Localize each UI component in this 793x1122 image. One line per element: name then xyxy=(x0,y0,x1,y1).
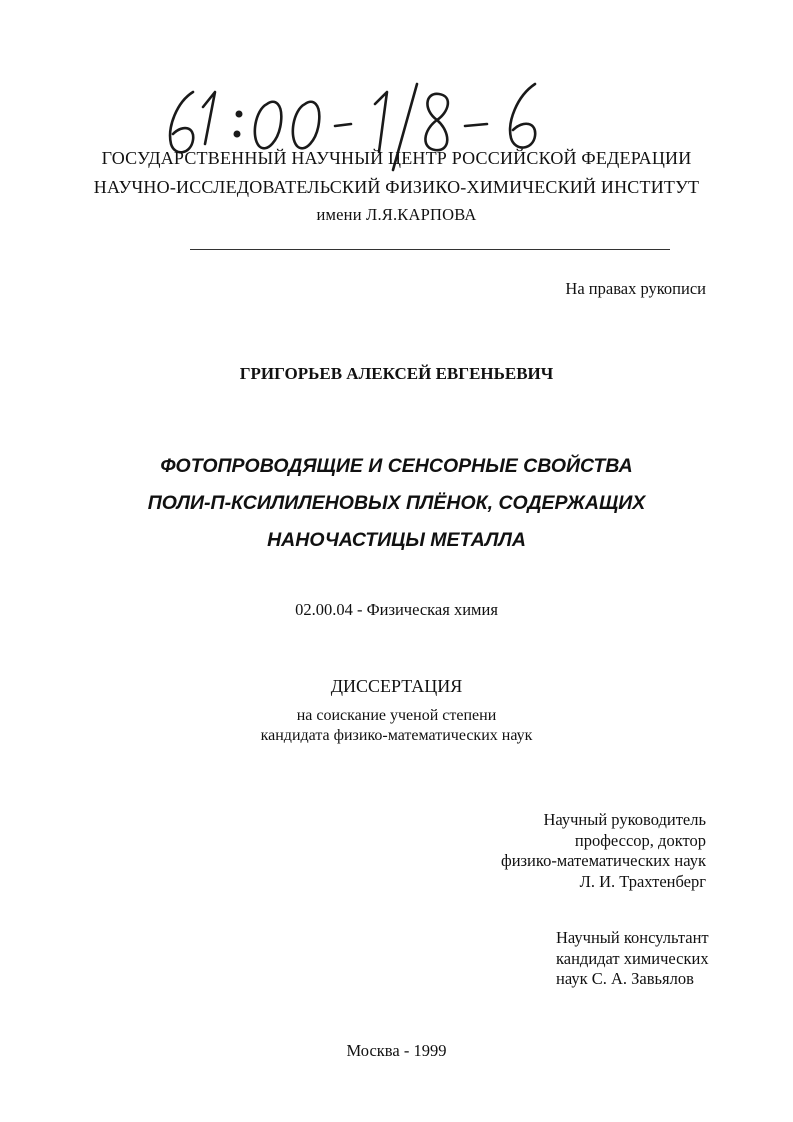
organization-line-3: имени Л.Я.КАРПОВА xyxy=(316,205,477,224)
organization-line-2: НАУЧНО-ИССЛЕДОВАТЕЛЬСКИЙ ФИЗИКО-ХИМИЧЕСКИЙ ИНСТИТУТ xyxy=(93,177,700,197)
place-and-year: Москва - 1999 xyxy=(346,1041,447,1060)
author-name: ГРИГОРЬЕВ АЛЕКСЕЙ ЕВГЕНЬЕВИЧ xyxy=(239,364,554,383)
supervisor-role: Научный руководитель xyxy=(543,810,706,829)
consultant-role: Научный консультант xyxy=(556,928,709,947)
supervisor-block xyxy=(501,810,706,892)
specialty-code: 02.00.04 - Физическая химия xyxy=(295,600,498,619)
title-line-2: ПОЛИ-П-КСИЛИЛЕНОВЫХ ПЛЁНОК, СОДЕРЖАЩИХ xyxy=(147,492,646,514)
supervisor-degree: физико-математических наук xyxy=(501,851,706,870)
supervisor-title: профессор, доктор xyxy=(574,830,706,850)
supervisor-name: Л. И. Трахтенберг xyxy=(579,871,706,891)
consultant-degree: кандидат химических xyxy=(556,948,709,968)
title-line-3: НАНОЧАСТИЦЫ МЕТАЛЛА xyxy=(267,529,526,551)
document-type: ДИССЕРТАЦИЯ xyxy=(330,676,463,696)
header-divider xyxy=(190,249,670,250)
consultant-name: наук С. А. Завьялов xyxy=(556,969,694,988)
consultant-block xyxy=(556,928,709,990)
degree-line-2: кандидата физико-математических наук xyxy=(260,727,533,744)
degree-line-1: на соискание ученой степени xyxy=(296,707,497,724)
organization-line-1: ГОСУДАРСТВЕННЫЙ НАУЧНЫЙ ЦЕНТР РОССИЙСКОЙ ФЕДЕРАЦИИ xyxy=(101,148,692,168)
title-line-1: ФОТОПРОВОДЯЩИЕ И СЕНСОРНЫЕ СВОЙСТВА xyxy=(160,455,633,477)
manuscript-note: На правах рукописи xyxy=(565,279,706,298)
